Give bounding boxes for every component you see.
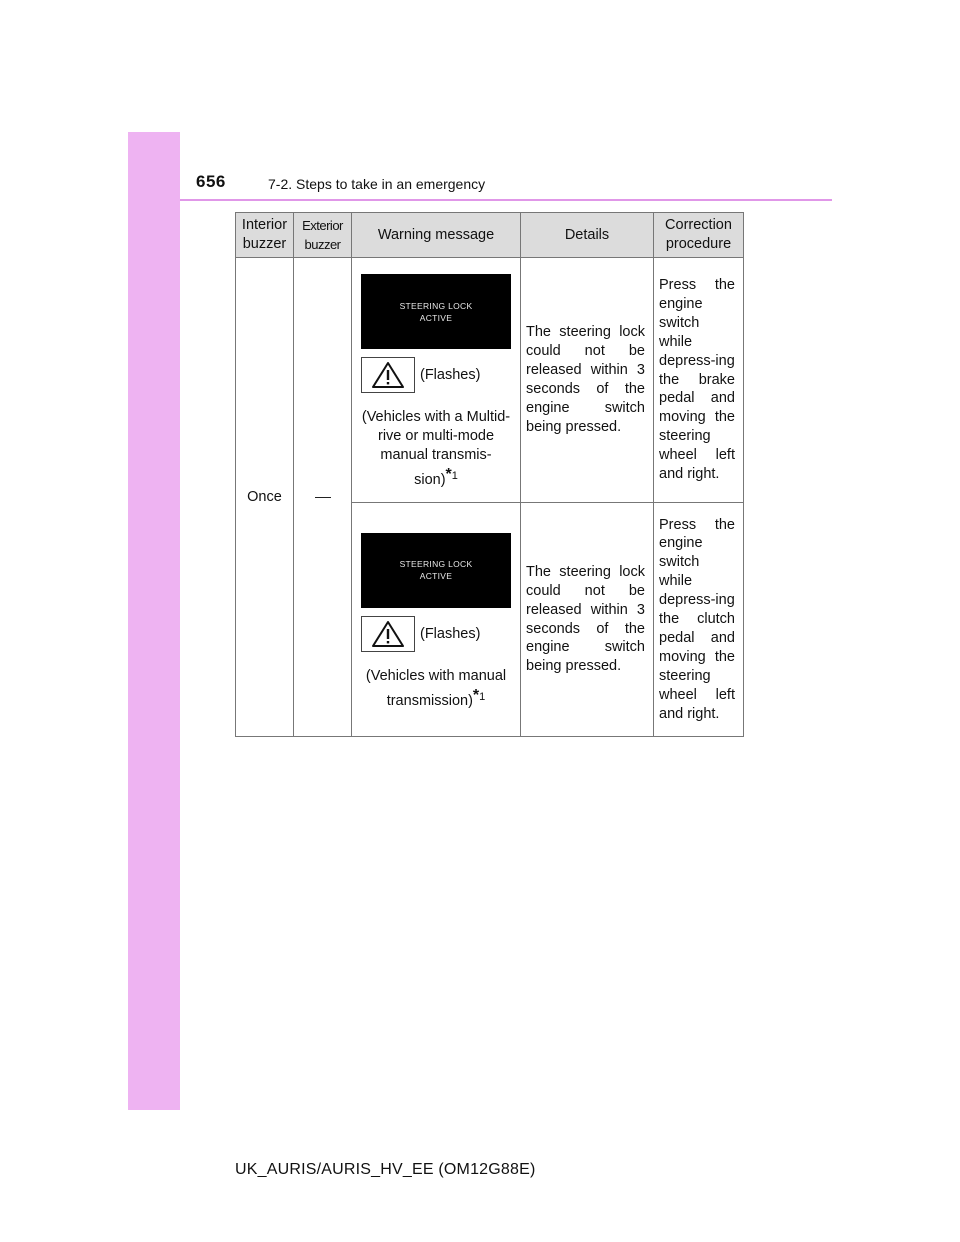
flash-row: [360, 616, 512, 652]
screen-text-line1: STEERING LOCK: [399, 300, 473, 311]
footnote-mark: *: [472, 686, 480, 704]
exterior-buzzer-value: [315, 497, 331, 498]
col-header-details: Details: [521, 213, 654, 258]
col-header-exterior-buzzer: Exterior buzzer: [294, 213, 352, 258]
col-header-warning-message: Warning message: [352, 213, 521, 258]
display-screen: [361, 533, 511, 608]
correction-text: Press the engine switch while depress-ing the clutch pedal and moving the steering wheel left and right.: [659, 516, 735, 722]
interior-buzzer-cell: [236, 258, 294, 737]
footnote-mark: *: [445, 466, 452, 483]
details-text: The steering lock could not be released within 3 seconds of the engine switch being pressed.: [526, 563, 645, 675]
screen-text-line2: ACTIVE: [419, 312, 453, 323]
flashes-label: (Flashes): [420, 625, 481, 642]
display-screen: [361, 274, 511, 349]
section-title: 7-2. Steps to take in an emergency: [268, 176, 486, 192]
correction-text: Press the engine switch while depress-ing the brake pedal and moving the steering wheel left and right.: [659, 277, 735, 483]
table-header-row: [236, 213, 744, 258]
page-number: 656: [196, 172, 226, 191]
flashes-label: (Flashes): [420, 367, 481, 383]
table-row: [236, 258, 744, 503]
details-text: The steering lock could not be released within 3 seconds of the engine switch being pressed.: [526, 324, 645, 435]
warning-message-cell: [352, 503, 521, 737]
details-cell: [521, 503, 654, 737]
flash-row: [360, 357, 512, 393]
header-divider: [180, 199, 832, 201]
vehicle-note: (Vehicles with a Multid-rive or multi-mode manual transmis-sion)$^{*1}$: [361, 409, 511, 488]
col-header-correction-procedure: Correction procedure: [654, 213, 744, 258]
col-header-interior-buzzer: Interior buzzer: [236, 213, 294, 258]
warning-table: [235, 212, 744, 737]
footnote-number: 1: [451, 470, 458, 482]
correction-cell: [654, 503, 744, 737]
warning-message-cell: [352, 258, 521, 503]
correction-cell: [654, 258, 744, 503]
interior-buzzer-value: Once: [247, 489, 282, 505]
warning-triangle-icon: [361, 357, 415, 393]
footer-model-code: UK_AURIS/AURIS_HV_EE (OM12G88E): [235, 1161, 536, 1178]
details-cell: [521, 258, 654, 503]
warning-triangle-icon: [361, 616, 415, 652]
screen-text-line1: STEERING LOCK: [399, 559, 473, 569]
side-tab-bar: [128, 132, 180, 1110]
vehicle-note: (Vehicles with manual transmission)$^{*1}$: [365, 667, 507, 709]
screen-text-line2: ACTIVE: [419, 571, 453, 581]
footnote-number: 1: [479, 690, 486, 703]
exterior-buzzer-cell: [294, 258, 352, 737]
